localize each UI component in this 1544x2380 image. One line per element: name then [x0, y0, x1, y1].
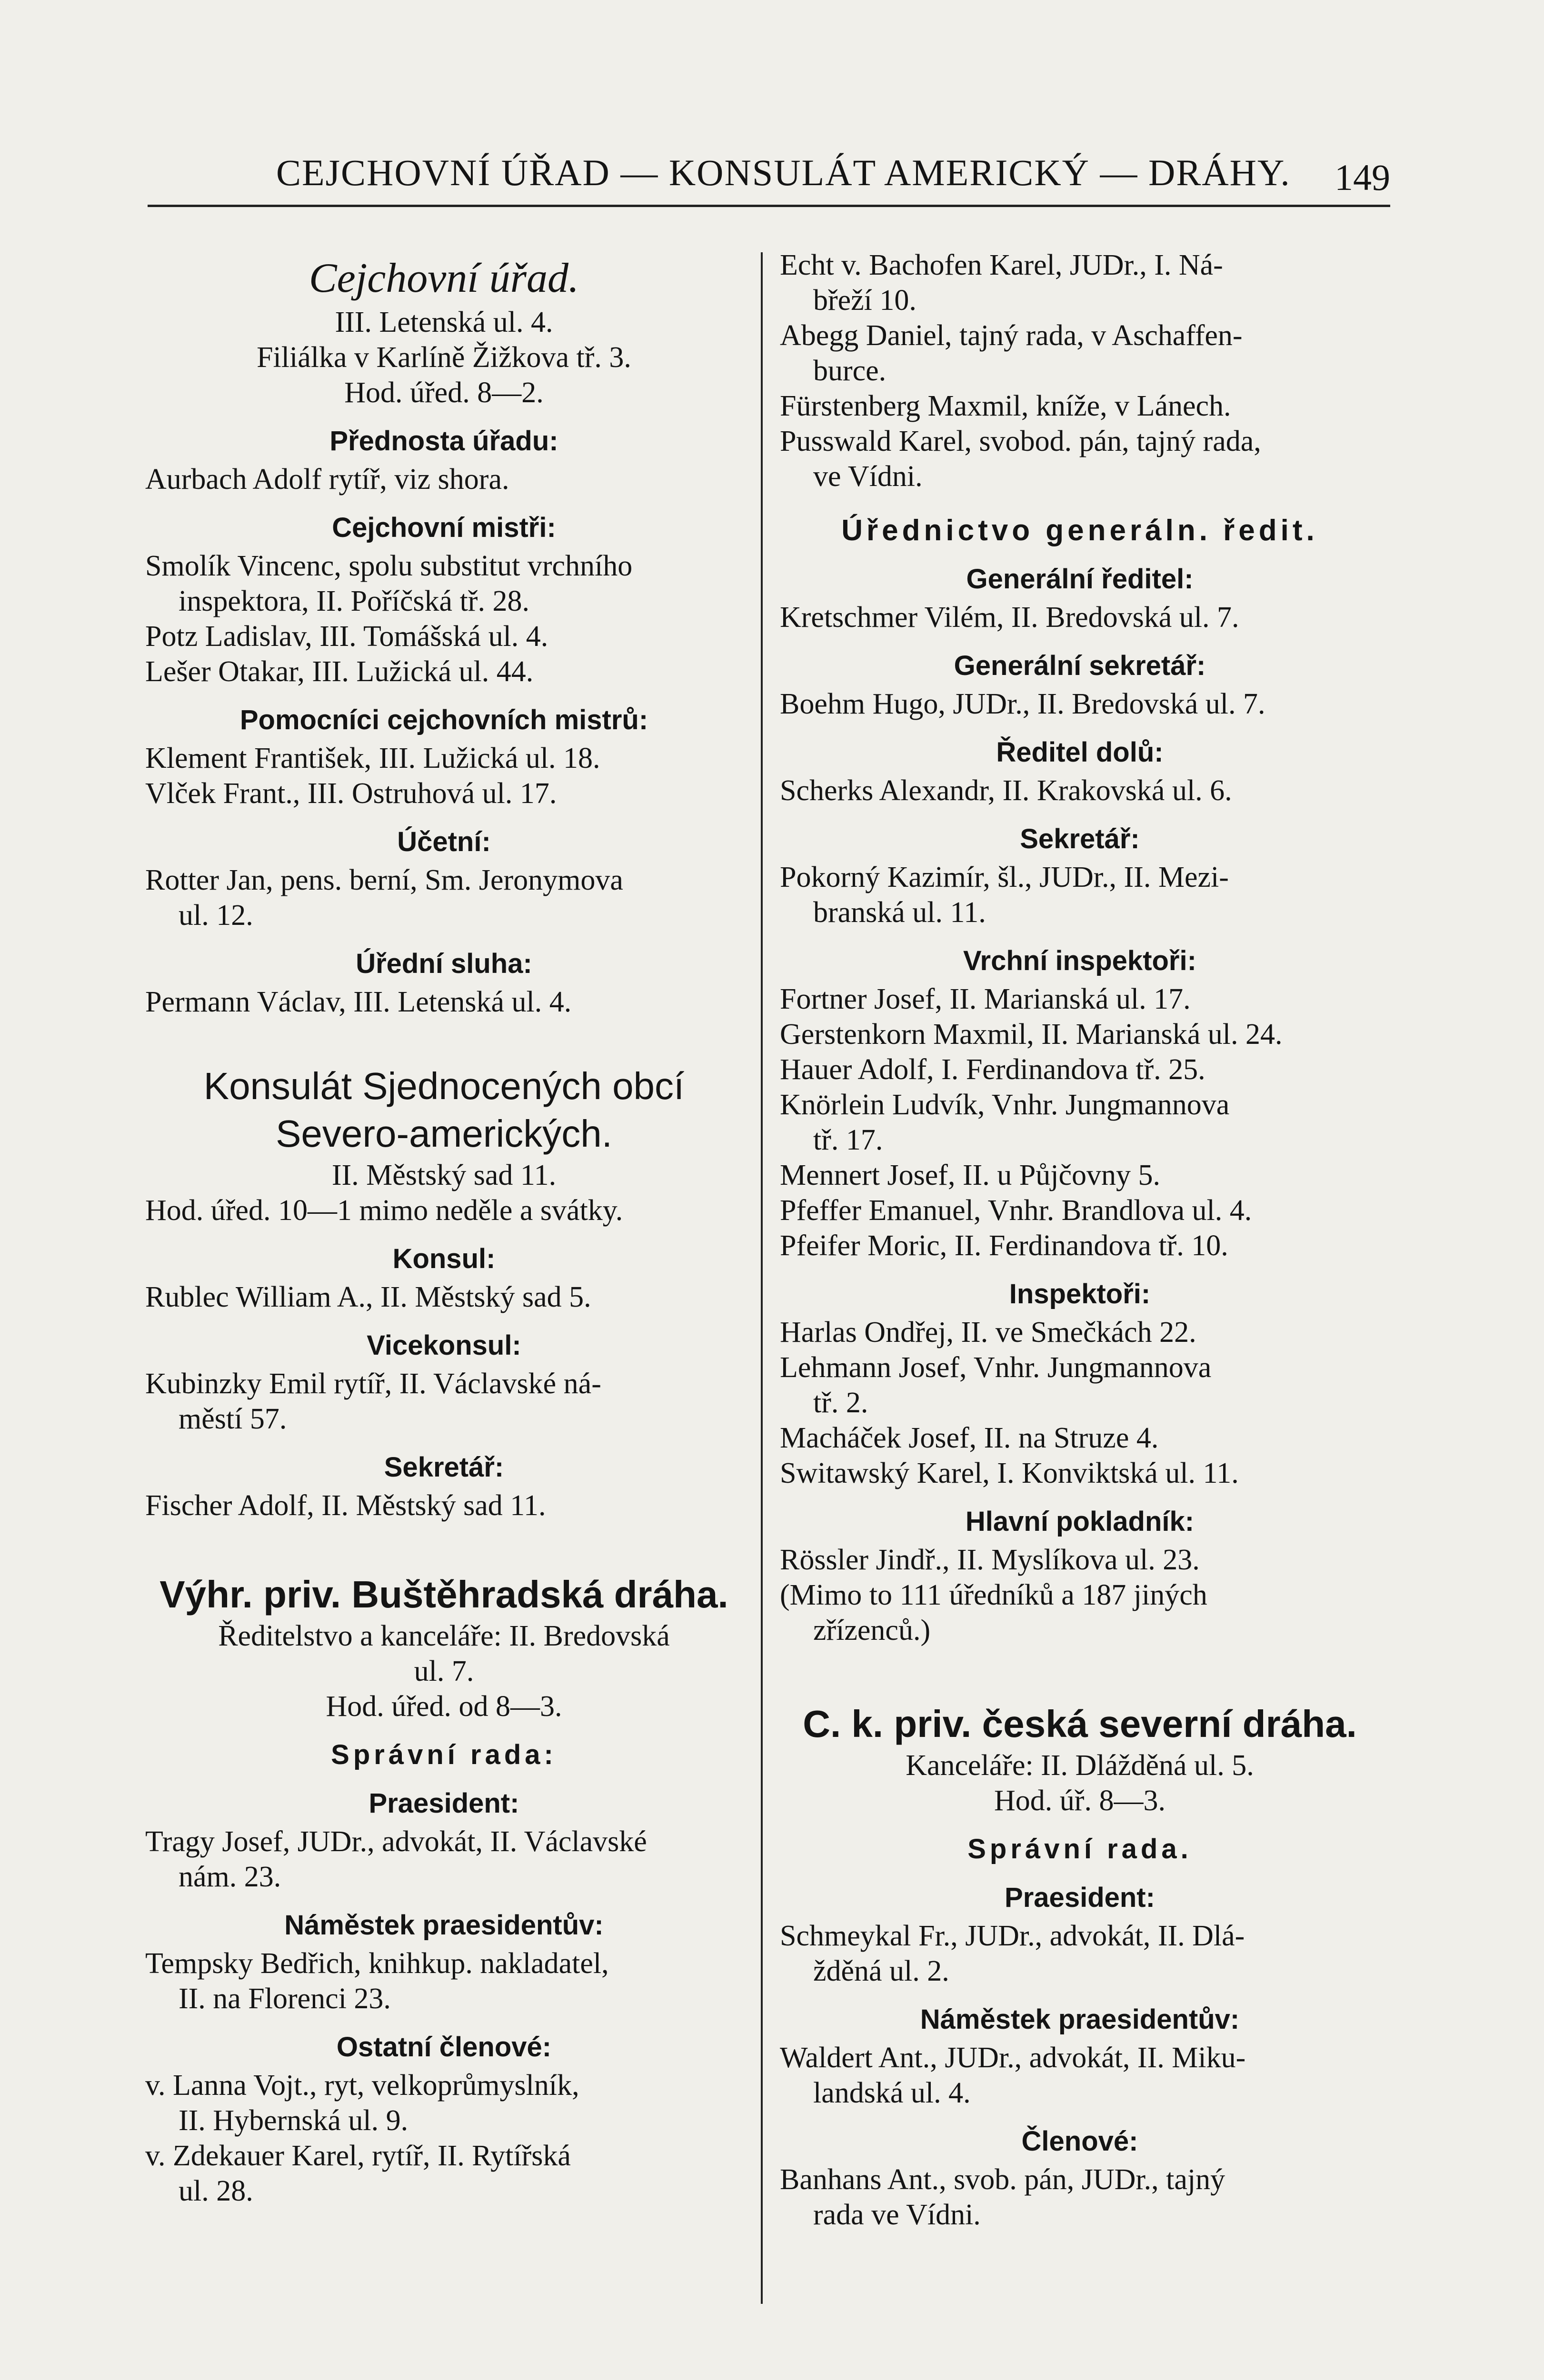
section-konsulat: [145, 1062, 743, 1523]
section-title: C. k. priv. česká severní dráha.: [803, 1703, 1357, 1745]
entry: Rotter Jan, pens. berní, Sm. Jeronymova: [145, 864, 623, 896]
entry: Pusswald Karel, svobod. pán, tajný rada,: [780, 425, 1261, 457]
entry: Permann Václav, III. Letenská ul. 4.: [145, 986, 572, 1018]
entry-cont: II. Hybernská ul. 9.: [179, 2104, 408, 2137]
office-hours: Hod. úř. 8—3.: [994, 1785, 1165, 1817]
entry-cont: inspektora, II. Poříčská tř. 28.: [179, 585, 529, 617]
subheading: Pomocníci cejchovních mistrů:: [239, 704, 648, 735]
entry-cont: tř. 2.: [813, 1387, 868, 1419]
entry: Abegg Daniel, tajný rada, v Aschaffen-: [780, 319, 1243, 352]
subheading: Ředitel dolů:: [996, 737, 1164, 768]
entry: Klement František, III. Lužická ul. 18.: [145, 742, 600, 774]
entry-cont: branská ul. 11.: [813, 896, 986, 929]
section-subtitle: Úřednictvo generáln. ředit.: [841, 514, 1318, 547]
entry: Rössler Jindř., II. Myslíkova ul. 23.: [780, 1544, 1200, 1576]
subheading: Vicekonsul:: [367, 1330, 521, 1361]
address-line: ul. 7.: [414, 1655, 474, 1687]
entry: Tragy Josef, JUDr., advokát, II. Václavské: [145, 1825, 647, 1858]
section-title: Cejchovní úřad.: [309, 255, 579, 301]
entry-cont: městí 57.: [179, 1403, 287, 1435]
subheading: Cejchovní mistři:: [332, 512, 556, 543]
section-title: Výhr. priv. Buštěhradská dráha.: [159, 1573, 728, 1616]
entry: Pfeffer Emanuel, Vnhr. Brandlova ul. 4.: [780, 1194, 1252, 1227]
subheading: Členové:: [1021, 2126, 1138, 2157]
entry-cont: burce.: [813, 355, 887, 387]
entry-cont: ul. 28.: [179, 2175, 253, 2207]
subheading: Generální sekretář:: [954, 650, 1206, 681]
address-line: Ředitelstvo a kanceláře: II. Bredovská: [218, 1620, 670, 1652]
entry: Pokorný Kazimír, šl., JUDr., II. Mezi-: [780, 861, 1229, 893]
entry: Fortner Josef, II. Marianská ul. 17.: [780, 983, 1191, 1015]
entry: Switawský Karel, I. Konviktská ul. 11.: [780, 1457, 1239, 1489]
office-hours: Hod. úřed. 10—1 mimo neděle a svátky.: [145, 1194, 623, 1227]
subheading: Vrchní inspektoři:: [963, 945, 1196, 976]
entry-cont: ul. 12.: [179, 899, 253, 932]
section-title: Konsulát Sjednocených obcí: [203, 1065, 685, 1107]
running-header: [148, 151, 1390, 204]
entry-cont: žděná ul. 2.: [813, 1955, 949, 1987]
entry: Pfeifer Moric, II. Ferdinandova tř. 10.: [780, 1230, 1228, 1262]
section-urednictvo: [780, 513, 1380, 1648]
entry: Hauer Adolf, I. Ferdinandova tř. 25.: [780, 1053, 1205, 1086]
entry: Waldert Ant., JUDr., advokát, II. Miku-: [780, 2042, 1246, 2074]
left-column: [145, 248, 743, 2209]
entry: Lehmann Josef, Vnhr. Jungmannova: [780, 1351, 1212, 1384]
entry-cont: ve Vídni.: [813, 460, 923, 493]
entry: Fürstenberg Maxmil, kníže, v Lánech.: [780, 390, 1231, 422]
subheading: Praesident:: [369, 1788, 519, 1819]
page-number: 149: [1335, 157, 1390, 198]
entry-cont: tř. 17.: [813, 1124, 883, 1156]
subheading: Praesident:: [1005, 1882, 1155, 1913]
entry: Smolík Vincenc, spolu substitut vrchního: [145, 550, 633, 582]
subheading: Sekretář:: [384, 1452, 504, 1483]
subheading: Účetní:: [397, 826, 491, 857]
subheading: Přednosta úřadu:: [329, 426, 558, 456]
office-hours: Hod. úřed. od 8—3.: [326, 1690, 562, 1723]
note-cont: zřízenců.): [813, 1614, 931, 1646]
entry: Echt v. Bachofen Karel, JUDr., I. Ná-: [780, 249, 1223, 281]
entry: v. Zdekauer Karel, rytíř, II. Rytířská: [145, 2140, 571, 2172]
running-title: CEJCHOVNÍ ÚŘAD — KONSULÁT AMERICKÝ — DRÁHY.: [276, 152, 1291, 193]
address-line: III. Letenská ul. 4.: [335, 306, 553, 338]
entry-cont: II. na Florenci 23.: [179, 1983, 391, 2015]
entry: Harlas Ondřej, II. ve Smečkách 22.: [780, 1316, 1196, 1349]
entry-cont: břeží 10.: [813, 284, 916, 317]
entry: Rublec William A., II. Městský sad 5.: [145, 1281, 591, 1313]
subheading: Správní rada:: [331, 1739, 557, 1770]
entry: Fischer Adolf, II. Městský sad 11.: [145, 1489, 546, 1522]
entry-cont: landská ul. 4.: [813, 2077, 971, 2109]
section-continued-members: [780, 248, 1380, 494]
subheading: Úřední sluha:: [356, 948, 532, 979]
section-bustehradska-draha: [145, 1571, 743, 2209]
entry: Knörlein Ludvík, Vnhr. Jungmannova: [780, 1089, 1230, 1121]
entry: Kretschmer Vilém, II. Bredovská ul. 7.: [780, 601, 1239, 634]
address-line: II. Městský sad 11.: [331, 1159, 557, 1191]
entry: Potz Ladislav, III. Tomášská ul. 4.: [145, 620, 548, 653]
office-hours: Hod. úřed. 8—2.: [344, 377, 544, 409]
subheading: Správní rada.: [967, 1834, 1192, 1864]
entry: Mennert Josef, II. u Půjčovny 5.: [780, 1159, 1160, 1191]
address-line: Filiálka v Karlíně Žižkova tř. 3.: [257, 341, 631, 374]
entry: Lešer Otakar, III. Lužická ul. 44.: [145, 655, 534, 688]
section-ceska-severni-draha: [780, 1700, 1380, 2232]
section-title: Severo-amerických.: [276, 1112, 612, 1155]
subheading: Náměstek praesidentův:: [284, 1910, 604, 1941]
address-line: Kanceláře: II. Dlážděná ul. 5.: [906, 1749, 1254, 1782]
entry: Macháček Josef, II. na Struze 4.: [780, 1422, 1159, 1454]
entry: Scherks Alexandr, II. Krakovská ul. 6.: [780, 774, 1232, 807]
entry: Schmeykal Fr., JUDr., advokát, II. Dlá-: [780, 1920, 1245, 1952]
entry: Gerstenkorn Maxmil, II. Marianská ul. 24.: [780, 1018, 1283, 1051]
entry: Banhans Ant., svob. pán, JUDr., tajný: [780, 2163, 1225, 2196]
right-column: [780, 248, 1380, 2232]
note: (Mimo to 111 úředníků a 187 jiných: [780, 1579, 1207, 1611]
header-rule: [148, 205, 1390, 207]
entry-cont: nám. 23.: [179, 1861, 281, 1893]
entry-cont: rada ve Vídni.: [813, 2199, 981, 2231]
entry: Vlček Frant., III. Ostruhová ul. 17.: [145, 777, 557, 810]
subheading: Sekretář:: [1020, 823, 1140, 854]
entry: Boehm Hugo, JUDr., II. Bredovská ul. 7.: [780, 688, 1265, 720]
subheading: Konsul:: [392, 1243, 496, 1274]
subheading: Hlavní pokladník:: [965, 1506, 1195, 1537]
subheading: Náměstek praesidentův:: [920, 2004, 1240, 2035]
entry: Aurbach Adolf rytíř, viz shora.: [145, 463, 509, 496]
subheading: Inspektoři:: [1009, 1279, 1151, 1309]
section-cejchovni-urad: [145, 252, 743, 1020]
subheading: Generální ředitel:: [966, 564, 1194, 595]
subheading: Ostatní členové:: [336, 2032, 552, 2063]
column-divider: [761, 252, 763, 2304]
entry: v. Lanna Vojt., ryt, velkoprůmyslník,: [145, 2069, 579, 2102]
entry: Kubinzky Emil rytíř, II. Václavské ná-: [145, 1368, 601, 1400]
entry: Tempsky Bedřich, knihkup. nakladatel,: [145, 1947, 609, 1980]
